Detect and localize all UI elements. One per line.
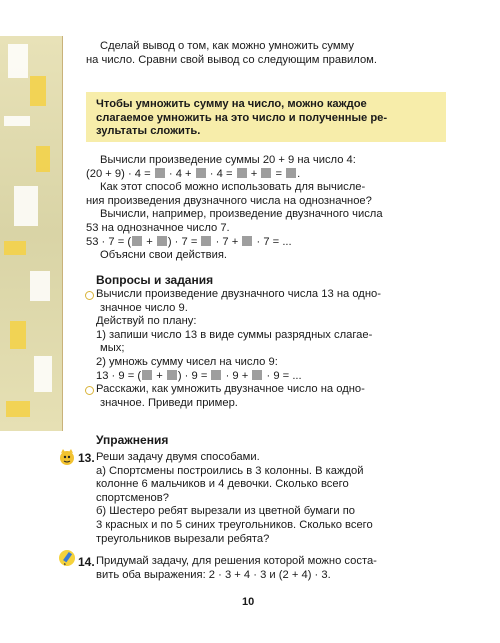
text-line: Объясни свои действия. [100, 249, 227, 262]
exercise-number: 13. [78, 451, 95, 465]
exercise-13 [96, 451, 446, 546]
blank-box [211, 370, 221, 380]
question-2 [86, 383, 446, 410]
blank-box [142, 370, 152, 380]
formula-line: (20 + 9) · 4 = · 4 + · 4 = + = . [86, 167, 301, 180]
text-line: спортсменов? [96, 491, 169, 504]
text-line: ния произведения двузначного числа на однозначное? [86, 194, 372, 207]
text-line: значное. Приведи пример. [100, 396, 238, 409]
blank-box [155, 168, 165, 178]
text-line: Вычисли произведение двузначного числа 13 на одно- [96, 288, 381, 300]
intro-paragraph [86, 40, 446, 67]
blank-box [157, 236, 167, 246]
text-line: Вычисли произведение суммы 20 + 9 на число 4: [100, 154, 356, 166]
text-line: Как этот способ можно использовать для вычисле- [100, 181, 366, 194]
text-line: Придумай задачу, для решения которой можно соста- [96, 555, 377, 567]
text-line: зультаты сложить. [96, 125, 201, 138]
text-line: Реши задачу двумя способами. [96, 451, 260, 463]
blank-box [196, 168, 206, 178]
blank-box [237, 168, 247, 178]
pencil-badge-icon [58, 549, 76, 567]
formula-line: 53 · 7 = ( + ) · 7 = · 7 + · 7 = ... [86, 235, 292, 248]
exercise-number: 14. [78, 555, 95, 569]
text-line: Расскажи, как умножить двузначное число на одно- [96, 383, 365, 395]
page-number: 10 [242, 596, 255, 608]
blank-box [167, 370, 177, 380]
text-line: 1) запиши число 13 в виде суммы разрядных слагае- [96, 328, 373, 341]
text-line: 53 на однозначное число 7. [86, 221, 230, 234]
text-line: б) Шестеро ребят вырезали из цветной бумаги по [96, 505, 355, 518]
blank-box [286, 168, 296, 178]
text-line: мых; [100, 342, 125, 355]
rule-text [96, 98, 440, 139]
formula-line: 13 · 9 = ( + ) · 9 = · 9 + · 9 = ... [96, 369, 302, 382]
digit-collage-decoration [0, 36, 62, 431]
blank-box [132, 236, 142, 246]
questions-heading: Вопросы и задания [96, 273, 214, 287]
blank-box [261, 168, 271, 178]
text-line: Вычисли, например, произведение двузначного числа [100, 208, 383, 221]
text-line: Чтобы умножить сумму на число, можно каждое [96, 98, 367, 110]
text-line: вить оба выражения: 2 · 3 + 4 · 3 и (2 + 4) · 3. [96, 568, 331, 581]
blank-box [252, 370, 262, 380]
text-line: а) Спортсмены построились в 3 колонны. В каждой [96, 464, 364, 477]
text-line: на число. Сравни свой вывод со следующим правилом. [86, 53, 377, 66]
blank-box [201, 236, 211, 246]
margin-line [62, 36, 63, 431]
text-line: слагаемое умножить на это число и полученные ре- [96, 111, 388, 124]
blank-box [242, 236, 252, 246]
task-paragraph [86, 154, 446, 263]
question-1 [86, 288, 446, 383]
cat-character-icon [58, 448, 76, 466]
exercise-14 [96, 555, 446, 582]
text-line: Действуй по плану: [96, 315, 197, 328]
text-line: треугольников вырезали ребята? [96, 532, 270, 545]
text-line: 2) умножь сумму чисел на число 9: [96, 355, 278, 368]
text-line: колонне 6 мальчиков и 4 девочки. Сколько всего [96, 478, 349, 491]
exercises-heading: Упражнения [96, 433, 169, 447]
text-line: 3 красных и по 5 синих треугольников. Сколько всего [96, 518, 373, 531]
text-line: значное число 9. [100, 301, 188, 314]
text-line: Сделай вывод о том, как можно умножить сумму [100, 40, 354, 52]
